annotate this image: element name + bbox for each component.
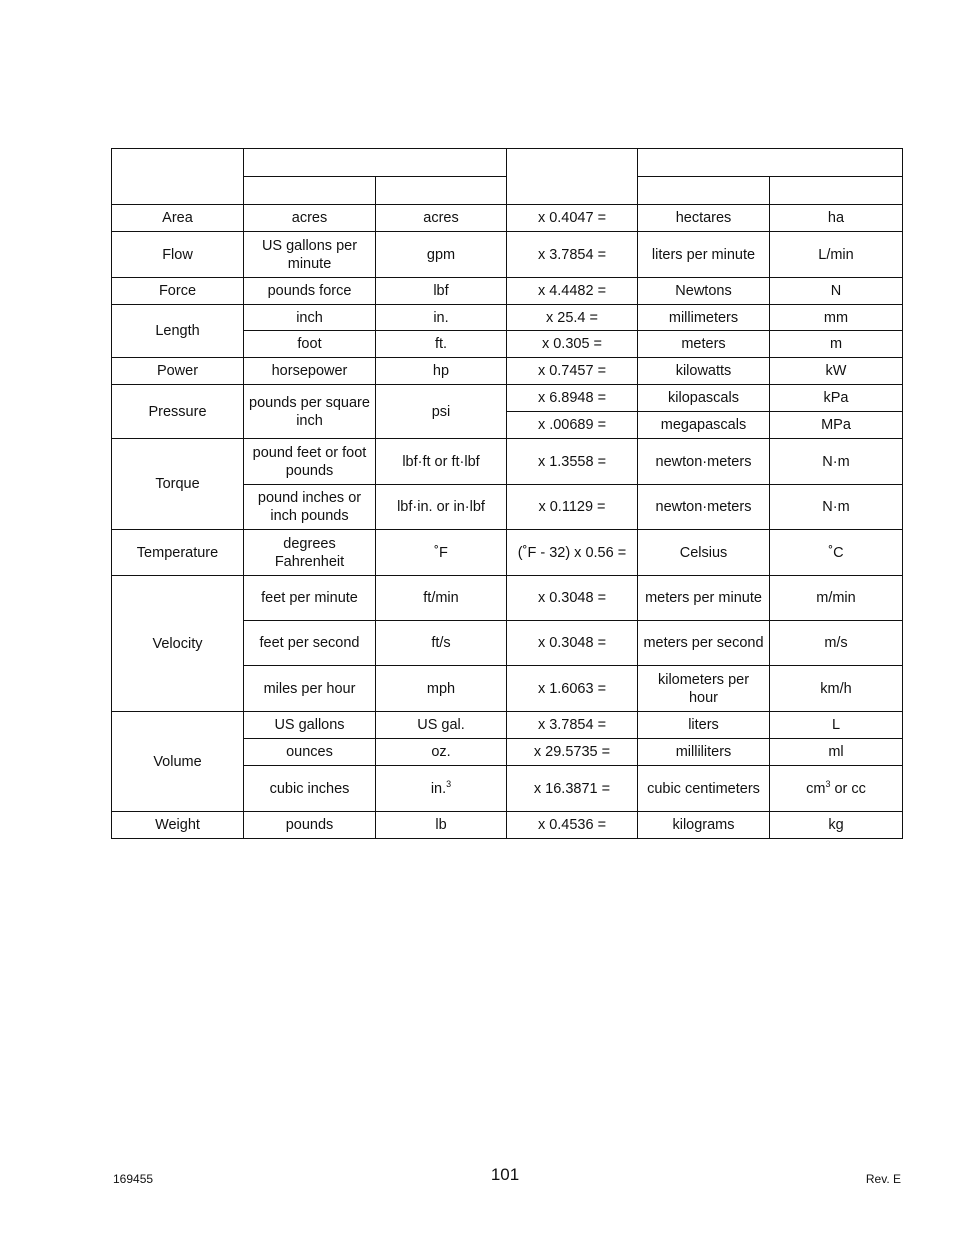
header-factor-cell: [507, 149, 638, 205]
si-unit-cell: newton·meters: [638, 439, 770, 485]
si-abbr-cell: N·m: [770, 485, 903, 530]
factor-cell: x 1.3558 =: [507, 439, 638, 485]
table-row: [112, 712, 903, 739]
us-unit-cell: acres: [244, 205, 376, 232]
factor-cell: x 0.7457 =: [507, 358, 638, 385]
us-unit-cell: horsepower: [244, 358, 376, 385]
us-abbr-base: in.: [430, 780, 447, 797]
si-unit-cell: megapascals: [638, 412, 770, 439]
si-abbr-cell: MPa: [770, 412, 903, 439]
quantity-cell: Weight: [112, 812, 244, 839]
table-row: [112, 530, 903, 576]
us-unit-cell: feet per second: [244, 621, 376, 666]
header-si-units-cell: [638, 149, 903, 177]
si-unit-cell: kilometers per hour: [638, 666, 770, 712]
si-unit-cell: meters: [638, 331, 770, 358]
us-abbr-cell: US gal.: [376, 712, 507, 739]
si-unit-cell: meters per minute: [638, 576, 770, 621]
factor-cell: x 1.6063 =: [507, 666, 638, 712]
header-row-1: [112, 149, 903, 177]
si-unit-cell: millimeters: [638, 305, 770, 331]
factor-cell: x 0.305 =: [507, 331, 638, 358]
table-row: [112, 205, 903, 232]
si-unit-cell: Celsius: [638, 530, 770, 576]
us-abbr-cell: ˚F: [376, 530, 507, 576]
si-unit-cell: kilopascals: [638, 385, 770, 412]
si-abbr-cell: N·m: [770, 439, 903, 485]
us-abbr-cell: lbf·in. or in·lbf: [376, 485, 507, 530]
factor-cell: x 6.8948 =: [507, 385, 638, 412]
factor-cell: x 0.3048 =: [507, 621, 638, 666]
table-row: [112, 358, 903, 385]
us-unit-cell: pounds force: [244, 278, 376, 305]
si-abbr-cell: [770, 766, 903, 812]
quantity-cell: Volume: [112, 712, 244, 812]
si-unit-cell: hectares: [638, 205, 770, 232]
si-abbr-rest: or cc: [830, 780, 866, 797]
us-unit-cell: US gallons: [244, 712, 376, 739]
header-us-name-cell: [244, 177, 376, 205]
us-abbr-cell: lb: [376, 812, 507, 839]
factor-cell: x 0.3048 =: [507, 576, 638, 621]
si-unit-cell: cubic centimeters: [638, 766, 770, 812]
us-abbr-cell: hp: [376, 358, 507, 385]
document-number: 169455: [113, 1172, 154, 1186]
si-abbr-superscript: 3: [825, 778, 831, 789]
header-quantity-cell: [112, 149, 244, 205]
quantity-cell: Pressure: [112, 385, 244, 439]
quantity-cell: Torque: [112, 439, 244, 530]
page-number: 101: [490, 1165, 520, 1184]
us-unit-cell: foot: [244, 331, 376, 358]
us-unit-cell: ounces: [244, 739, 376, 766]
si-unit-cell: milliliters: [638, 739, 770, 766]
si-abbr-base: cm: [806, 780, 826, 797]
si-unit-cell: meters per second: [638, 621, 770, 666]
si-unit-cell: Newtons: [638, 278, 770, 305]
si-abbr-cell: km/h: [770, 666, 903, 712]
quantity-cell: Flow: [112, 232, 244, 278]
quantity-cell: Temperature: [112, 530, 244, 576]
quantity-cell: Force: [112, 278, 244, 305]
factor-cell: x 0.4047 =: [507, 205, 638, 232]
us-abbr-cell: in.: [376, 305, 507, 331]
us-unit-cell: miles per hour: [244, 666, 376, 712]
quantity-cell: Power: [112, 358, 244, 385]
si-abbr-cell: m: [770, 331, 903, 358]
table-row: [112, 576, 903, 621]
si-abbr-cell: m/s: [770, 621, 903, 666]
us-unit-cell: US gallons per minute: [244, 232, 376, 278]
us-abbr-cell: [376, 766, 507, 812]
us-abbr-cell: acres: [376, 205, 507, 232]
unit-conversion-table: [111, 148, 903, 839]
quantity-cell: Area: [112, 205, 244, 232]
us-abbr-superscript: 3: [446, 778, 452, 789]
table-row: [112, 385, 903, 412]
us-unit-cell: degrees Fahrenheit: [244, 530, 376, 576]
factor-cell: x .00689 =: [507, 412, 638, 439]
factor-cell: x 0.4536 =: [507, 812, 638, 839]
si-unit-cell: newton·meters: [638, 485, 770, 530]
table-row: [112, 305, 903, 331]
si-unit-cell: kilowatts: [638, 358, 770, 385]
si-abbr-cell: L: [770, 712, 903, 739]
table-row: [112, 232, 903, 278]
revision-label: Rev. E: [865, 1172, 901, 1186]
quantity-cell: Velocity: [112, 576, 244, 712]
factor-cell: x 16.3871 =: [507, 766, 638, 812]
si-abbr-cell: kPa: [770, 385, 903, 412]
table-row: [112, 812, 903, 839]
factor-cell: x 3.7854 =: [507, 712, 638, 739]
us-unit-cell: pound inches or inch pounds: [244, 485, 376, 530]
si-abbr-cell: m/min: [770, 576, 903, 621]
factor-cell: x 3.7854 =: [507, 232, 638, 278]
us-abbr-cell: ft/s: [376, 621, 507, 666]
si-unit-cell: liters per minute: [638, 232, 770, 278]
us-abbr-cell: psi: [376, 385, 507, 439]
si-unit-cell: liters: [638, 712, 770, 739]
us-abbr-cell: ft/min: [376, 576, 507, 621]
quantity-cell: Length: [112, 305, 244, 358]
us-abbr-cell: gpm: [376, 232, 507, 278]
us-unit-cell: feet per minute: [244, 576, 376, 621]
si-abbr-cell: ml: [770, 739, 903, 766]
us-unit-cell: pounds per square inch: [244, 385, 376, 439]
us-abbr-cell: lbf·ft or ft·lbf: [376, 439, 507, 485]
si-abbr-cell: ˚C: [770, 530, 903, 576]
header-us-abbr-cell: [376, 177, 507, 205]
si-abbr-cell: mm: [770, 305, 903, 331]
us-unit-cell: cubic inches: [244, 766, 376, 812]
si-abbr-cell: L/min: [770, 232, 903, 278]
si-abbr-cell: N: [770, 278, 903, 305]
us-unit-cell: pound feet or foot pounds: [244, 439, 376, 485]
us-unit-cell: inch: [244, 305, 376, 331]
table-row: [112, 439, 903, 485]
header-si-abbr-cell: [770, 177, 903, 205]
factor-cell: x 4.4482 =: [507, 278, 638, 305]
factor-cell: x 29.5735 =: [507, 739, 638, 766]
factor-cell: x 0.1129 =: [507, 485, 638, 530]
factor-cell: x 25.4 =: [507, 305, 638, 331]
header-us-units-cell: [244, 149, 507, 177]
si-unit-cell: kilograms: [638, 812, 770, 839]
table-row: [112, 278, 903, 305]
factor-cell: (˚F - 32) x 0.56 =: [507, 530, 638, 576]
si-abbr-cell: kg: [770, 812, 903, 839]
us-abbr-cell: ft.: [376, 331, 507, 358]
header-si-name-cell: [638, 177, 770, 205]
us-abbr-cell: oz.: [376, 739, 507, 766]
us-unit-cell: pounds: [244, 812, 376, 839]
si-abbr-cell: kW: [770, 358, 903, 385]
us-abbr-cell: lbf: [376, 278, 507, 305]
si-abbr-cell: ha: [770, 205, 903, 232]
us-abbr-cell: mph: [376, 666, 507, 712]
